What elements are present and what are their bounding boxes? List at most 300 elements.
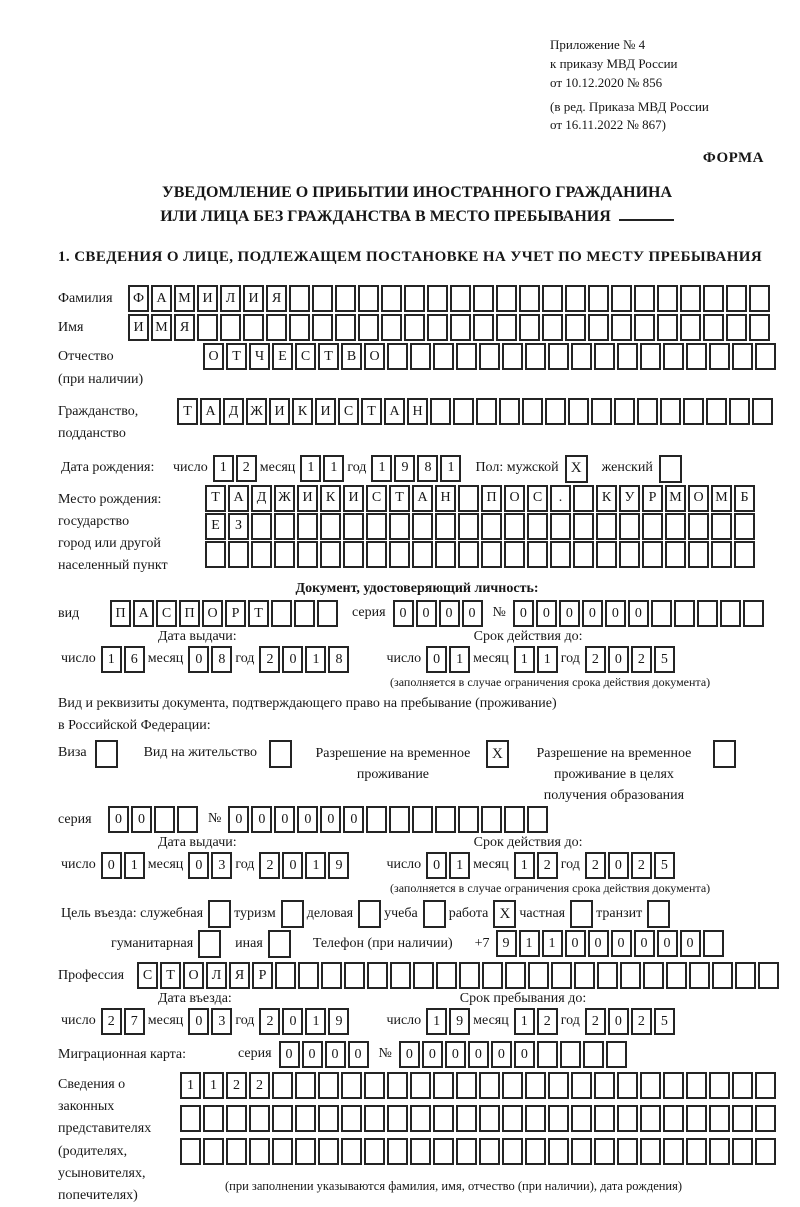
firstname-char-box[interactable] — [197, 314, 218, 341]
doc-number-box[interactable]: 0 — [559, 600, 580, 627]
firstname-char-box[interactable] — [404, 314, 425, 341]
birth-year-box[interactable]: 1 — [440, 455, 461, 482]
representative-char-box[interactable] — [341, 1105, 362, 1132]
phone-digit-box[interactable]: 1 — [519, 930, 540, 957]
checkbox-business[interactable] — [358, 900, 381, 928]
profession-char-box[interactable] — [528, 962, 549, 989]
migration-series-box[interactable]: 0 — [325, 1041, 346, 1068]
birthplace-char-box[interactable] — [274, 541, 295, 568]
phone-digit-box[interactable]: 0 — [680, 930, 701, 957]
representative-char-box[interactable] — [732, 1072, 753, 1099]
migration-series-box[interactable]: 0 — [348, 1041, 369, 1068]
firstname-char-box[interactable] — [657, 314, 678, 341]
doc-number-box[interactable] — [720, 600, 741, 627]
firstname-char-box[interactable] — [542, 314, 563, 341]
stay-day-box[interactable]: 9 — [449, 1008, 470, 1035]
doc-number-box[interactable]: 0 — [513, 600, 534, 627]
birthplace-char-box[interactable] — [550, 513, 571, 540]
phone-digit-box[interactable]: 0 — [611, 930, 632, 957]
representative-char-box[interactable] — [295, 1105, 316, 1132]
firstname-char-box[interactable] — [289, 314, 310, 341]
stay-month-box[interactable]: 2 — [537, 1008, 558, 1035]
firstname-char-box[interactable] — [358, 314, 379, 341]
birthplace-char-box[interactable] — [573, 513, 594, 540]
doc-issue-day-box[interactable]: 6 — [124, 646, 145, 673]
birthplace-char-box[interactable] — [366, 541, 387, 568]
permit-series-box[interactable]: 0 — [108, 806, 129, 833]
stay-month-box[interactable]: 1 — [514, 1008, 535, 1035]
firstname-char-box[interactable] — [427, 314, 448, 341]
permit-series-box[interactable]: 0 — [131, 806, 152, 833]
representative-char-box[interactable] — [180, 1138, 201, 1165]
birthplace-char-box[interactable]: З — [228, 513, 249, 540]
checkbox-work[interactable]: X — [493, 900, 516, 928]
doc-number-box[interactable] — [697, 600, 718, 627]
representative-char-box[interactable] — [709, 1138, 730, 1165]
surname-char-box[interactable] — [542, 285, 563, 312]
doc-kind-char-box[interactable]: Т — [248, 600, 269, 627]
birthplace-char-box[interactable]: М — [711, 485, 732, 512]
citizenship-char-box[interactable]: А — [200, 398, 221, 425]
profession-char-box[interactable] — [298, 962, 319, 989]
doc-kind-char-box[interactable] — [294, 600, 315, 627]
citizenship-char-box[interactable]: И — [269, 398, 290, 425]
patronymic-char-box[interactable] — [571, 343, 592, 370]
firstname-char-box[interactable] — [634, 314, 655, 341]
profession-char-box[interactable] — [413, 962, 434, 989]
permit-expiry-year-box[interactable]: 5 — [654, 852, 675, 879]
representative-char-box[interactable] — [272, 1138, 293, 1165]
surname-char-box[interactable] — [450, 285, 471, 312]
migration-number-box[interactable]: 0 — [514, 1041, 535, 1068]
firstname-char-box[interactable] — [220, 314, 241, 341]
surname-char-box[interactable] — [749, 285, 770, 312]
representative-char-box[interactable] — [663, 1138, 684, 1165]
birthplace-char-box[interactable]: К — [596, 485, 617, 512]
citizenship-char-box[interactable] — [614, 398, 635, 425]
doc-kind-char-box[interactable]: П — [110, 600, 131, 627]
representative-char-box[interactable] — [663, 1105, 684, 1132]
citizenship-char-box[interactable] — [706, 398, 727, 425]
birthplace-char-box[interactable] — [665, 513, 686, 540]
citizenship-char-box[interactable]: Т — [361, 398, 382, 425]
permit-issue-year-box[interactable]: 2 — [259, 852, 280, 879]
permit-issue-day-box[interactable]: 0 — [101, 852, 122, 879]
birthplace-char-box[interactable]: А — [412, 485, 433, 512]
patronymic-char-box[interactable]: С — [295, 343, 316, 370]
representative-char-box[interactable] — [226, 1105, 247, 1132]
surname-char-box[interactable] — [381, 285, 402, 312]
representative-char-box[interactable] — [525, 1105, 546, 1132]
birthplace-char-box[interactable] — [205, 541, 226, 568]
representative-char-box[interactable] — [249, 1105, 270, 1132]
firstname-char-box[interactable] — [266, 314, 287, 341]
firstname-char-box[interactable] — [473, 314, 494, 341]
citizenship-char-box[interactable] — [499, 398, 520, 425]
migration-series-box[interactable]: 0 — [302, 1041, 323, 1068]
permit-number-box[interactable] — [481, 806, 502, 833]
birthplace-char-box[interactable] — [320, 541, 341, 568]
birthplace-char-box[interactable] — [596, 541, 617, 568]
doc-number-box[interactable]: 0 — [536, 600, 557, 627]
surname-char-box[interactable]: И — [197, 285, 218, 312]
profession-char-box[interactable]: Я — [229, 962, 250, 989]
firstname-char-box[interactable] — [726, 314, 747, 341]
entry-year-box[interactable]: 0 — [282, 1008, 303, 1035]
birthplace-char-box[interactable]: Т — [389, 485, 410, 512]
representative-char-box[interactable]: 2 — [249, 1072, 270, 1099]
birthplace-char-box[interactable]: Е — [205, 513, 226, 540]
birthplace-char-box[interactable]: С — [366, 485, 387, 512]
doc-number-box[interactable] — [651, 600, 672, 627]
surname-char-box[interactable]: Я — [266, 285, 287, 312]
checkbox-female[interactable] — [659, 455, 682, 483]
birthplace-char-box[interactable] — [619, 513, 640, 540]
representative-char-box[interactable] — [410, 1105, 431, 1132]
birthplace-char-box[interactable]: П — [481, 485, 502, 512]
firstname-char-box[interactable] — [565, 314, 586, 341]
birthplace-char-box[interactable] — [435, 513, 456, 540]
representative-char-box[interactable] — [433, 1072, 454, 1099]
permit-expiry-month-box[interactable]: 2 — [537, 852, 558, 879]
birthplace-char-box[interactable] — [527, 541, 548, 568]
permit-issue-year-box[interactable]: 9 — [328, 852, 349, 879]
representative-char-box[interactable] — [502, 1105, 523, 1132]
birthplace-char-box[interactable]: М — [665, 485, 686, 512]
birthplace-char-box[interactable]: . — [550, 485, 571, 512]
migration-number-box[interactable]: 0 — [491, 1041, 512, 1068]
birthplace-char-box[interactable] — [412, 513, 433, 540]
citizenship-char-box[interactable]: И — [315, 398, 336, 425]
representative-char-box[interactable] — [617, 1138, 638, 1165]
migration-number-box[interactable] — [583, 1041, 604, 1068]
doc-expiry-month-box[interactable]: 1 — [514, 646, 535, 673]
profession-char-box[interactable] — [597, 962, 618, 989]
permit-issue-month-box[interactable]: 0 — [188, 852, 209, 879]
entry-month-box[interactable]: 3 — [211, 1008, 232, 1035]
representative-char-box[interactable] — [502, 1138, 523, 1165]
doc-number-box[interactable]: 0 — [628, 600, 649, 627]
surname-char-box[interactable] — [496, 285, 517, 312]
patronymic-char-box[interactable]: Т — [318, 343, 339, 370]
profession-char-box[interactable]: Р — [252, 962, 273, 989]
citizenship-char-box[interactable] — [568, 398, 589, 425]
patronymic-char-box[interactable] — [663, 343, 684, 370]
entry-day-box[interactable]: 7 — [124, 1008, 145, 1035]
birthplace-char-box[interactable] — [274, 513, 295, 540]
surname-char-box[interactable] — [611, 285, 632, 312]
representative-char-box[interactable]: 2 — [226, 1072, 247, 1099]
permit-issue-month-box[interactable]: 3 — [211, 852, 232, 879]
birthplace-char-box[interactable] — [343, 541, 364, 568]
profession-char-box[interactable]: С — [137, 962, 158, 989]
permit-number-box[interactable] — [389, 806, 410, 833]
patronymic-char-box[interactable]: Ч — [249, 343, 270, 370]
representative-char-box[interactable] — [456, 1138, 477, 1165]
birthplace-char-box[interactable] — [711, 541, 732, 568]
profession-char-box[interactable] — [551, 962, 572, 989]
representative-char-box[interactable] — [387, 1138, 408, 1165]
representative-char-box[interactable] — [640, 1105, 661, 1132]
representative-char-box[interactable] — [617, 1072, 638, 1099]
birth-year-box[interactable]: 9 — [394, 455, 415, 482]
representative-char-box[interactable] — [525, 1072, 546, 1099]
surname-char-box[interactable]: Ф — [128, 285, 149, 312]
firstname-char-box[interactable] — [519, 314, 540, 341]
permit-expiry-day-box[interactable]: 1 — [449, 852, 470, 879]
doc-issue-year-box[interactable]: 2 — [259, 646, 280, 673]
representative-char-box[interactable] — [433, 1105, 454, 1132]
birthplace-char-box[interactable] — [389, 513, 410, 540]
birthplace-char-box[interactable] — [458, 541, 479, 568]
citizenship-char-box[interactable] — [683, 398, 704, 425]
representative-char-box[interactable] — [732, 1105, 753, 1132]
permit-series-box[interactable] — [177, 806, 198, 833]
doc-kind-char-box[interactable]: А — [133, 600, 154, 627]
citizenship-char-box[interactable] — [476, 398, 497, 425]
migration-number-box[interactable]: 0 — [399, 1041, 420, 1068]
doc-series-box[interactable]: 0 — [462, 600, 483, 627]
migration-number-box[interactable]: 0 — [468, 1041, 489, 1068]
representative-char-box[interactable] — [387, 1072, 408, 1099]
citizenship-char-box[interactable] — [729, 398, 750, 425]
birthplace-char-box[interactable] — [550, 541, 571, 568]
patronymic-char-box[interactable] — [410, 343, 431, 370]
profession-char-box[interactable] — [689, 962, 710, 989]
firstname-char-box[interactable] — [703, 314, 724, 341]
firstname-char-box[interactable] — [749, 314, 770, 341]
profession-char-box[interactable]: Л — [206, 962, 227, 989]
representative-char-box[interactable] — [318, 1138, 339, 1165]
permit-number-box[interactable] — [527, 806, 548, 833]
birthplace-char-box[interactable] — [642, 541, 663, 568]
doc-kind-char-box[interactable]: П — [179, 600, 200, 627]
representative-char-box[interactable] — [203, 1105, 224, 1132]
representative-char-box[interactable] — [755, 1072, 776, 1099]
birthplace-char-box[interactable]: И — [343, 485, 364, 512]
citizenship-char-box[interactable]: А — [384, 398, 405, 425]
representative-char-box[interactable] — [686, 1138, 707, 1165]
birthplace-char-box[interactable] — [619, 541, 640, 568]
entry-year-box[interactable]: 1 — [305, 1008, 326, 1035]
checkbox-humanitarian[interactable] — [198, 930, 221, 958]
representative-char-box[interactable] — [617, 1105, 638, 1132]
checkbox-tourism[interactable] — [281, 900, 304, 928]
patronymic-char-box[interactable] — [686, 343, 707, 370]
profession-char-box[interactable] — [482, 962, 503, 989]
representative-char-box[interactable] — [433, 1138, 454, 1165]
representative-char-box[interactable] — [571, 1072, 592, 1099]
surname-char-box[interactable] — [565, 285, 586, 312]
citizenship-char-box[interactable] — [430, 398, 451, 425]
surname-char-box[interactable]: И — [243, 285, 264, 312]
checkbox-residence-permit[interactable] — [269, 740, 292, 768]
phone-digit-box[interactable]: 0 — [588, 930, 609, 957]
representative-char-box[interactable] — [594, 1072, 615, 1099]
representative-char-box[interactable] — [640, 1138, 661, 1165]
representative-char-box[interactable] — [295, 1072, 316, 1099]
birthplace-char-box[interactable] — [251, 513, 272, 540]
phone-digit-box[interactable]: 9 — [496, 930, 517, 957]
profession-char-box[interactable] — [436, 962, 457, 989]
doc-kind-char-box[interactable]: С — [156, 600, 177, 627]
doc-expiry-day-box[interactable]: 0 — [426, 646, 447, 673]
firstname-char-box[interactable] — [243, 314, 264, 341]
phone-digit-box[interactable]: 0 — [565, 930, 586, 957]
firstname-char-box[interactable] — [496, 314, 517, 341]
permit-number-box[interactable] — [504, 806, 525, 833]
doc-kind-char-box[interactable]: О — [202, 600, 223, 627]
citizenship-char-box[interactable]: Т — [177, 398, 198, 425]
representative-char-box[interactable] — [456, 1072, 477, 1099]
representative-char-box[interactable] — [410, 1138, 431, 1165]
migration-number-box[interactable] — [606, 1041, 627, 1068]
birthplace-char-box[interactable] — [481, 541, 502, 568]
profession-char-box[interactable] — [643, 962, 664, 989]
patronymic-char-box[interactable] — [548, 343, 569, 370]
profession-char-box[interactable] — [505, 962, 526, 989]
representative-char-box[interactable] — [341, 1138, 362, 1165]
stay-year-box[interactable]: 5 — [654, 1008, 675, 1035]
birthplace-char-box[interactable]: И — [297, 485, 318, 512]
permit-number-box[interactable]: 0 — [228, 806, 249, 833]
permit-number-box[interactable] — [412, 806, 433, 833]
profession-char-box[interactable]: Т — [160, 962, 181, 989]
representative-char-box[interactable] — [272, 1072, 293, 1099]
birthplace-char-box[interactable]: О — [688, 485, 709, 512]
representative-char-box[interactable] — [571, 1105, 592, 1132]
doc-number-box[interactable] — [743, 600, 764, 627]
stay-day-box[interactable]: 1 — [426, 1008, 447, 1035]
permit-number-box[interactable] — [435, 806, 456, 833]
citizenship-char-box[interactable] — [453, 398, 474, 425]
patronymic-char-box[interactable] — [594, 343, 615, 370]
citizenship-char-box[interactable]: Д — [223, 398, 244, 425]
surname-char-box[interactable]: А — [151, 285, 172, 312]
citizenship-char-box[interactable] — [591, 398, 612, 425]
permit-number-box[interactable]: 0 — [274, 806, 295, 833]
citizenship-char-box[interactable]: С — [338, 398, 359, 425]
representative-char-box[interactable] — [479, 1138, 500, 1165]
birth-year-box[interactable]: 8 — [417, 455, 438, 482]
patronymic-char-box[interactable] — [502, 343, 523, 370]
birthplace-char-box[interactable]: Б — [734, 485, 755, 512]
birthplace-char-box[interactable] — [343, 513, 364, 540]
representative-char-box[interactable]: 1 — [180, 1072, 201, 1099]
profession-char-box[interactable] — [666, 962, 687, 989]
representative-char-box[interactable] — [226, 1138, 247, 1165]
surname-char-box[interactable] — [404, 285, 425, 312]
birthplace-char-box[interactable]: Т — [205, 485, 226, 512]
doc-number-box[interactable] — [674, 600, 695, 627]
doc-issue-year-box[interactable]: 1 — [305, 646, 326, 673]
representative-char-box[interactable] — [548, 1105, 569, 1132]
birthplace-char-box[interactable] — [458, 513, 479, 540]
phone-digit-box[interactable]: 1 — [542, 930, 563, 957]
entry-year-box[interactable]: 2 — [259, 1008, 280, 1035]
surname-char-box[interactable] — [519, 285, 540, 312]
representative-char-box[interactable] — [502, 1072, 523, 1099]
representative-char-box[interactable] — [272, 1105, 293, 1132]
birth-month-box[interactable]: 1 — [323, 455, 344, 482]
checkbox-other[interactable] — [268, 930, 291, 958]
representative-char-box[interactable] — [755, 1138, 776, 1165]
firstname-char-box[interactable] — [335, 314, 356, 341]
birthplace-char-box[interactable] — [435, 541, 456, 568]
representative-char-box[interactable] — [663, 1072, 684, 1099]
representative-char-box[interactable] — [686, 1072, 707, 1099]
birthplace-char-box[interactable] — [504, 541, 525, 568]
doc-expiry-year-box[interactable]: 2 — [585, 646, 606, 673]
birthplace-char-box[interactable]: Н — [435, 485, 456, 512]
profession-char-box[interactable] — [620, 962, 641, 989]
patronymic-char-box[interactable] — [617, 343, 638, 370]
checkbox-study[interactable] — [423, 900, 446, 928]
birthplace-char-box[interactable] — [573, 485, 594, 512]
entry-year-box[interactable]: 9 — [328, 1008, 349, 1035]
doc-issue-month-box[interactable]: 8 — [211, 646, 232, 673]
surname-char-box[interactable] — [703, 285, 724, 312]
phone-digit-box[interactable]: 0 — [634, 930, 655, 957]
doc-issue-day-box[interactable]: 1 — [101, 646, 122, 673]
profession-char-box[interactable] — [574, 962, 595, 989]
permit-expiry-day-box[interactable]: 0 — [426, 852, 447, 879]
patronymic-char-box[interactable] — [525, 343, 546, 370]
patronymic-char-box[interactable] — [640, 343, 661, 370]
patronymic-char-box[interactable] — [387, 343, 408, 370]
firstname-char-box[interactable]: Я — [174, 314, 195, 341]
citizenship-char-box[interactable]: Н — [407, 398, 428, 425]
doc-kind-char-box[interactable] — [317, 600, 338, 627]
checkbox-temporary-residence[interactable]: X — [486, 740, 509, 768]
patronymic-char-box[interactable] — [456, 343, 477, 370]
patronymic-char-box[interactable]: Е — [272, 343, 293, 370]
profession-char-box[interactable] — [367, 962, 388, 989]
patronymic-char-box[interactable] — [732, 343, 753, 370]
firstname-char-box[interactable]: И — [128, 314, 149, 341]
birth-year-box[interactable]: 1 — [371, 455, 392, 482]
surname-char-box[interactable] — [358, 285, 379, 312]
birth-day-box[interactable]: 1 — [213, 455, 234, 482]
checkbox-temporary-residence-education[interactable] — [713, 740, 736, 768]
birthplace-char-box[interactable] — [320, 513, 341, 540]
firstname-char-box[interactable]: М — [151, 314, 172, 341]
birthplace-char-box[interactable] — [458, 485, 479, 512]
surname-char-box[interactable] — [680, 285, 701, 312]
representative-char-box[interactable] — [249, 1138, 270, 1165]
birthplace-char-box[interactable] — [596, 513, 617, 540]
representative-char-box[interactable] — [709, 1105, 730, 1132]
patronymic-char-box[interactable] — [755, 343, 776, 370]
entry-month-box[interactable]: 0 — [188, 1008, 209, 1035]
birthplace-char-box[interactable] — [297, 513, 318, 540]
birthplace-char-box[interactable] — [688, 541, 709, 568]
representative-char-box[interactable] — [180, 1105, 201, 1132]
doc-kind-char-box[interactable]: Р — [225, 600, 246, 627]
birth-month-box[interactable]: 1 — [300, 455, 321, 482]
doc-expiry-year-box[interactable]: 2 — [631, 646, 652, 673]
permit-series-box[interactable] — [154, 806, 175, 833]
birthplace-char-box[interactable] — [504, 513, 525, 540]
surname-char-box[interactable] — [335, 285, 356, 312]
birthplace-char-box[interactable] — [412, 541, 433, 568]
doc-kind-char-box[interactable] — [271, 600, 292, 627]
representative-char-box[interactable] — [364, 1072, 385, 1099]
citizenship-char-box[interactable] — [752, 398, 773, 425]
representative-char-box[interactable] — [571, 1138, 592, 1165]
permit-number-box[interactable]: 0 — [343, 806, 364, 833]
birthplace-char-box[interactable] — [251, 541, 272, 568]
